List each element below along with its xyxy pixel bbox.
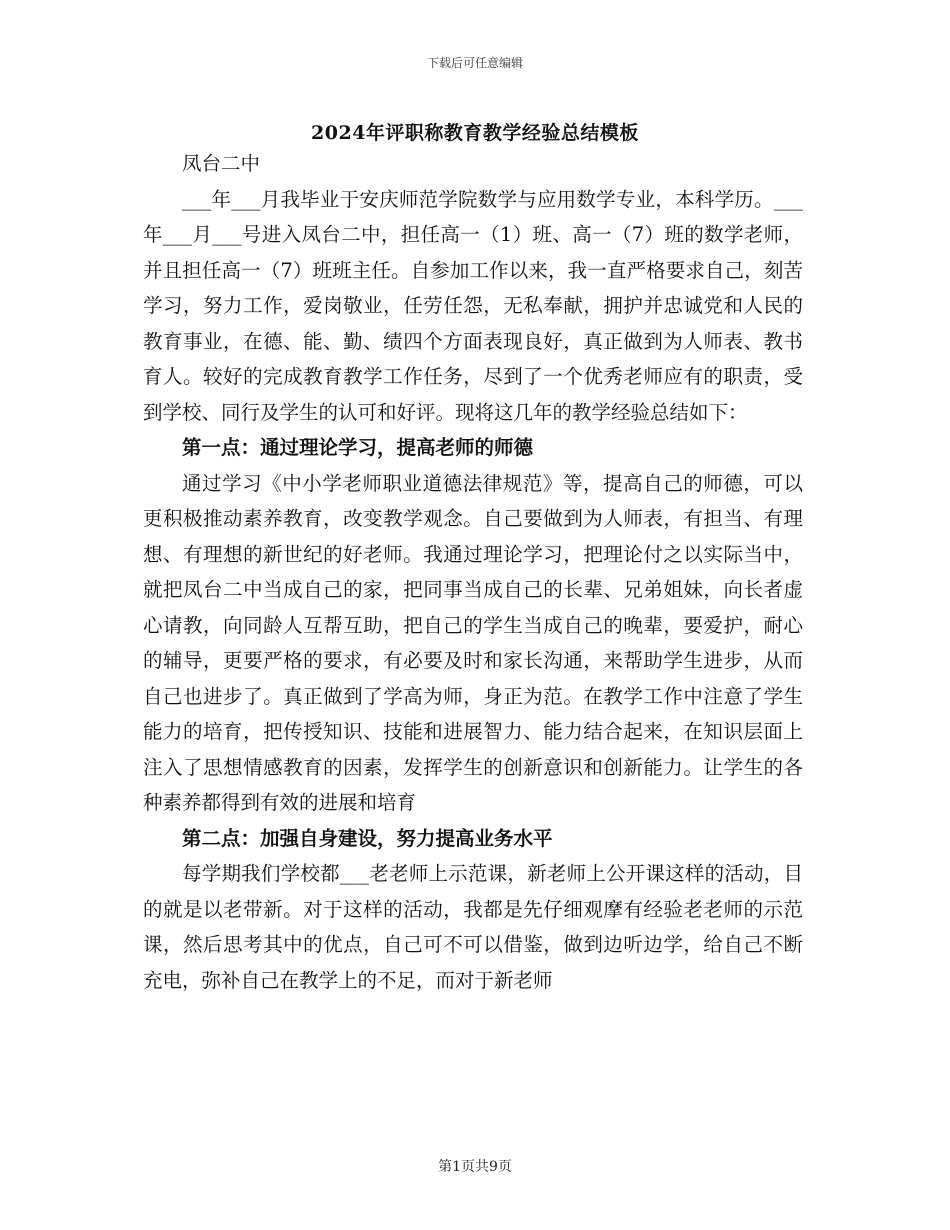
section-1-paragraph: 通过学习《中小学老师职业道德法律规范》等，提高自己的师德，可以更积极推动素养教育，改变教学观念。自己要做到为人师表，有担当、有理想、有理想的新世纪的好老师。我通过理论学习，把理论付之以实际当中，就把凤台二中当成自己的家，把同事当成自己的长辈、兄弟姐妹，向长者虚心请教，向同龄人互帮互助，把自己的学生当成自己的晚辈，要爱护，耐心的辅导，更要严格的要求，有必要及时和家长沟通，来帮助学生进步，从而自己也进步了。真正做到了学高为师，身正为范。在教学工作中注意了学生能力的培育，把传授知识、技能和进展智力、能力结合起来，在知识层面上注入了思想情感教育的因素，发挥学生的创新意识和创新能力。让学生的各种素养都得到有效的进展和培育 bbox=[143, 471, 803, 814]
section-heading-2: 第二点：加强自身建设，努力提高业务水平 bbox=[182, 826, 553, 850]
page-number: 第1页共9页 bbox=[438, 1159, 512, 1175]
section-heading-1: 第一点：通过理论学习，提高老师的师德 bbox=[182, 436, 534, 459]
document-body bbox=[143, 146, 803, 998]
intro-paragraph: ___年___月我毕业于安庆师范学院数学与应用数学专业，本科学历。___年___月___号进入凤台二中，担任高一（1）班、高一（7）班的数学老师，并且担任高一（7）班班主任。自参加工作以来，我一直严格要求自己，刻苦学习，努力工作，爱岗敬业，任劳任怨，无私奉献，拥护并忠诚党和人民的教育事业，在德、能、勤、绩四个方面表现良好，真正做到为人师表、教书育人。较好的完成教育教学工作任务，尽到了一个优秀老师应有的职责，受到学校、同行及学生的认可和好评。现将这几年的教学经验总结如下： bbox=[143, 187, 803, 424]
document-title: 2024年评职称教育教学经验总结模板 bbox=[311, 122, 639, 144]
school-name: 凤台二中 bbox=[182, 152, 261, 175]
header-note: 下载后可任意编辑 bbox=[426, 56, 523, 70]
section-2-paragraph: 每学期我们学校都___老老师上示范课，新老师上公开课这样的活动，目的就是以老带新。对于这样的活动，我都是先仔细观摩有经验老老师的示范课，然后思考其中的优点，自己可不可以借鉴，做到边听边学，给自己不断充电，弥补自己在教学上的不足，而对于新老师 bbox=[143, 862, 803, 992]
